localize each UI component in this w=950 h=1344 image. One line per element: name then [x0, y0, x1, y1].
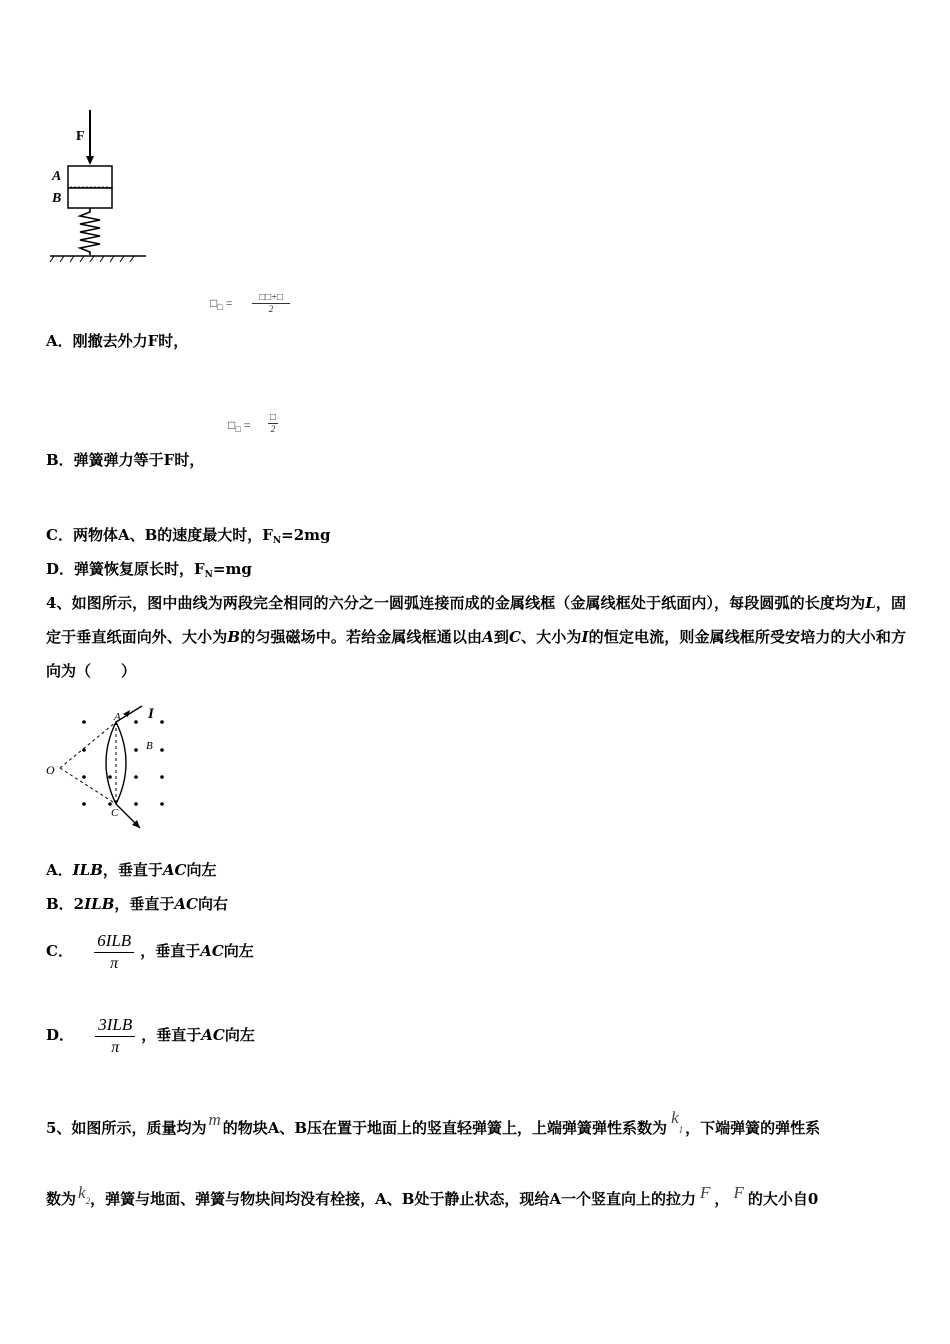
fig1-label-B: B [52, 191, 62, 206]
formula-b: $□_□$ = □ 2 [228, 412, 277, 434]
q3-option-c: C．两物体A、B的速度最大时，$F_N=2mg$ [46, 526, 331, 546]
q3-option-d: D．弹簧恢复原长时，$F_N=mg$ [46, 560, 252, 580]
arc-wire-figure [44, 700, 184, 835]
fig1-label-A: A [52, 169, 62, 184]
q5-line-2: 数为 k2，弹簧与地面、弹簧与物块间均没有栓接，A、B处于静止状态，现给A一个竖直向上的拉力 F ， F 的大小自0 [46, 1183, 819, 1208]
q3-option-a: A．刚撤去外力F时， [46, 332, 189, 350]
q4-option-d-fraction: $\frac{\text{3ILB}}{\pi}$ [95, 1016, 135, 1057]
formula-a: $□_□$ = □□+□ 2 [210, 296, 232, 312]
fig1-label-F: F [76, 129, 85, 144]
spring-blocks-figure [46, 108, 156, 268]
q4-option-a: A．ILB，垂直于AC向左 [46, 861, 217, 879]
fig2-label-B: B [146, 740, 153, 752]
fig2-label-I: I [148, 706, 154, 722]
q4-option-d: D． $\frac{\text{3ILB}}{\pi}$ ，垂直于AC向左 [46, 1014, 255, 1056]
q3-option-b: B．弹簧弹力等于F时， [46, 451, 205, 469]
fig2-label-O: O [46, 763, 55, 777]
fig2-label-C: C [111, 807, 119, 819]
q5-line-1: 5、如图所示，质量均为 m 的物块A、B压在置于地面上的竖直轻弹簧上，上端弹簧弹性系数为k1 ，下端弹簧的弹性系 [46, 1108, 821, 1137]
fig2-label-A: A [114, 711, 121, 723]
q4-stem: 4、如图所示，图中曲线为两段完全相同的六分之一圆弧连接而成的金属线框（金属线框处于纸面内），每段圆弧的长度均为L，固定于垂直纸面向外、大小为B的匀强磁场中。若给金属线框通以由A到C、大小为I的恒定电流，则金属线框所受安培力的大小和方向为（ ） [46, 594, 906, 680]
q4-option-b: B．2ILB，垂直于AC向右 [46, 895, 228, 913]
q4-option-c: C． $\frac{\text{6ILB}}{\pi}$ ，垂直于AC向左 [46, 930, 254, 972]
q4-option-c-fraction: $\frac{\text{6ILB}}{\pi}$ [94, 932, 134, 973]
